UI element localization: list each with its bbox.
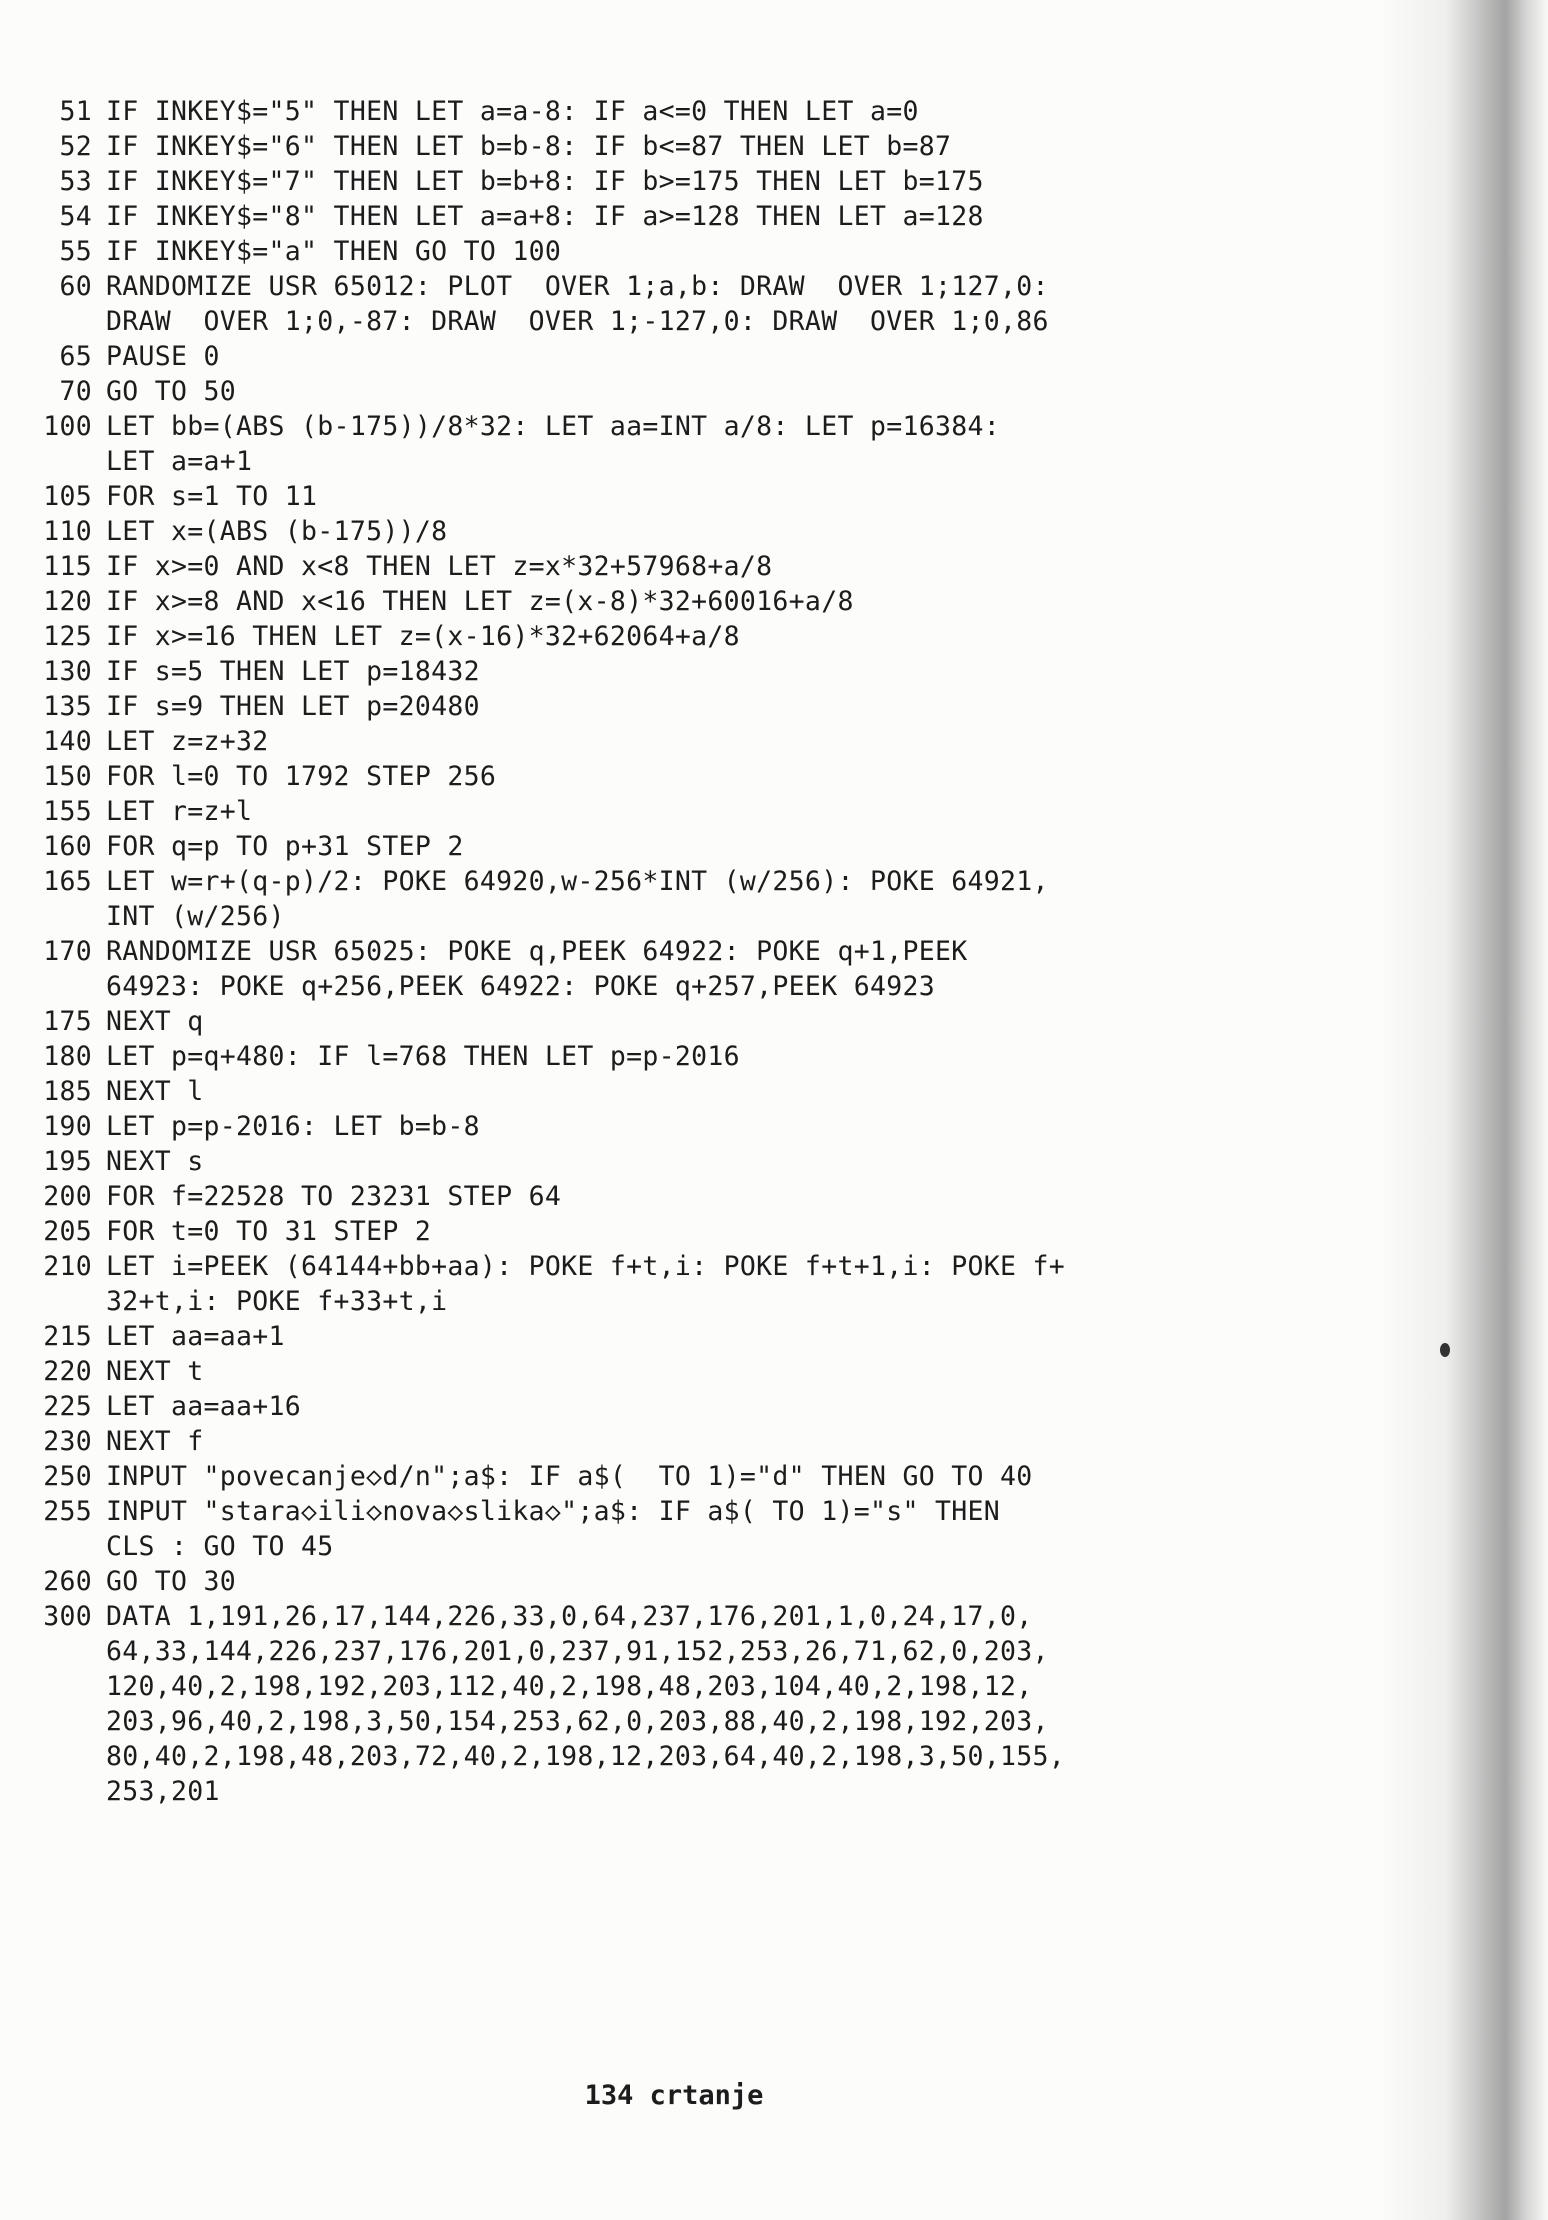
code-line <box>30 549 1230 584</box>
line-number <box>30 969 92 1004</box>
line-number: 250 <box>43 1461 92 1492</box>
line-number: 100 <box>43 411 92 442</box>
line-number <box>30 1634 92 1669</box>
line-code: 253,201 <box>106 1776 220 1807</box>
line-number: 215 <box>43 1321 92 1352</box>
line-code: IF INKEY$="5" THEN LET a=a-8: IF a<=0 THEN LET a=0 <box>106 96 919 127</box>
line-number: 220 <box>43 1356 92 1387</box>
line-code: RANDOMIZE USR 65025: POKE q,PEEK 64922: POKE q+1,PEEK <box>106 936 968 967</box>
code-line <box>30 374 1230 409</box>
page-edge-shadow <box>1378 0 1548 2220</box>
line-number <box>30 1774 92 1809</box>
line-code: LET i=PEEK (64144+bb+aa): POKE f+t,i: POKE f+t+1,i: POKE f+ <box>106 1251 1066 1282</box>
code-line <box>30 129 1230 164</box>
line-number: 200 <box>43 1181 92 1212</box>
line-number: 65 <box>59 341 92 372</box>
page-speck <box>1440 1343 1450 1357</box>
code-line <box>30 1004 1230 1039</box>
code-line-continuation <box>30 1669 1230 1704</box>
line-code: 203,96,40,2,198,3,50,154,253,62,0,203,88,40,2,198,192,203, <box>106 1706 1049 1737</box>
line-code: NEXT t <box>106 1356 204 1387</box>
line-number: 105 <box>43 481 92 512</box>
line-number <box>30 444 92 479</box>
line-number <box>30 899 92 934</box>
line-code: LET x=(ABS (b-175))/8 <box>106 516 448 547</box>
line-code: 64,33,144,226,237,176,201,0,237,91,152,253,26,71,62,0,203, <box>106 1636 1049 1667</box>
line-code: GO TO 50 <box>106 376 237 407</box>
code-line <box>30 1389 1230 1424</box>
line-number: 170 <box>43 936 92 967</box>
line-number: 70 <box>59 376 92 407</box>
line-code: INPUT "stara◇ili◇nova◇slika◇";a$: IF a$( TO 1)="s" THEN <box>106 1496 1000 1527</box>
code-line <box>30 1564 1230 1599</box>
line-code: IF INKEY$="6" THEN LET b=b-8: IF b<=87 THEN LET b=87 <box>106 131 952 162</box>
line-number: 195 <box>43 1146 92 1177</box>
line-code: LET p=q+480: IF l=768 THEN LET p=p-2016 <box>106 1041 740 1072</box>
code-line-continuation <box>30 899 1230 934</box>
line-number: 135 <box>43 691 92 722</box>
code-line <box>30 1599 1230 1634</box>
line-code: INPUT "povecanje◇d/n";a$: IF a$( TO 1)="d" THEN GO TO 40 <box>106 1461 1033 1492</box>
line-number: 255 <box>43 1496 92 1527</box>
line-code: LET p=p-2016: LET b=b-8 <box>106 1111 480 1142</box>
line-number: 225 <box>43 1391 92 1422</box>
line-number: 260 <box>43 1566 92 1597</box>
code-line <box>30 94 1230 129</box>
code-line-continuation <box>30 1284 1230 1319</box>
code-line <box>30 619 1230 654</box>
page-footer: 134 crtanje <box>584 2080 764 2111</box>
line-code: IF INKEY$="7" THEN LET b=b+8: IF b>=175 THEN LET b=175 <box>106 166 984 197</box>
line-code: LET aa=aa+16 <box>106 1391 302 1422</box>
code-line <box>30 1214 1230 1249</box>
line-number: 155 <box>43 796 92 827</box>
code-line <box>30 1144 1230 1179</box>
code-line-continuation <box>30 444 1230 479</box>
line-code: IF x>=8 AND x<16 THEN LET z=(x-8)*32+60016+a/8 <box>106 586 854 617</box>
line-code: IF INKEY$="a" THEN GO TO 100 <box>106 236 562 267</box>
line-number: 210 <box>43 1251 92 1282</box>
line-code: DATA 1,191,26,17,144,226,33,0,64,237,176,201,1,0,24,17,0, <box>106 1601 1033 1632</box>
line-code: IF s=9 THEN LET p=20480 <box>106 691 480 722</box>
code-line-continuation <box>30 1704 1230 1739</box>
line-number: 185 <box>43 1076 92 1107</box>
line-code: IF s=5 THEN LET p=18432 <box>106 656 480 687</box>
code-line <box>30 689 1230 724</box>
code-line <box>30 1354 1230 1389</box>
line-number: 150 <box>43 761 92 792</box>
code-line <box>30 759 1230 794</box>
code-line-continuation <box>30 969 1230 1004</box>
line-number: 175 <box>43 1006 92 1037</box>
line-number: 130 <box>43 656 92 687</box>
basic-listing <box>30 94 1230 1809</box>
code-line <box>30 584 1230 619</box>
line-code: IF x>=16 THEN LET z=(x-16)*32+62064+a/8 <box>106 621 740 652</box>
code-line <box>30 1109 1230 1144</box>
line-code: LET z=z+32 <box>106 726 269 757</box>
line-number: 110 <box>43 516 92 547</box>
code-line <box>30 1459 1230 1494</box>
line-number: 52 <box>59 131 92 162</box>
code-line <box>30 234 1230 269</box>
code-line <box>30 654 1230 689</box>
line-number <box>30 1529 92 1564</box>
line-number: 165 <box>43 866 92 897</box>
line-number: 180 <box>43 1041 92 1072</box>
code-line <box>30 479 1230 514</box>
code-line-continuation <box>30 1739 1230 1774</box>
line-number: 230 <box>43 1426 92 1457</box>
line-code: FOR f=22528 TO 23231 STEP 64 <box>106 1181 562 1212</box>
line-code: LET w=r+(q-p)/2: POKE 64920,w-256*INT (w/256): POKE 64921, <box>106 866 1049 897</box>
line-code: LET r=z+l <box>106 796 253 827</box>
code-line <box>30 1319 1230 1354</box>
code-line-continuation <box>30 1634 1230 1669</box>
code-line <box>30 1039 1230 1074</box>
line-code: PAUSE 0 <box>106 341 220 372</box>
line-number: 205 <box>43 1216 92 1247</box>
code-line <box>30 409 1230 444</box>
line-number: 115 <box>43 551 92 582</box>
line-number: 53 <box>59 166 92 197</box>
code-line <box>30 1074 1230 1109</box>
line-code: IF x>=0 AND x<8 THEN LET z=x*32+57968+a/8 <box>106 551 773 582</box>
line-number: 300 <box>43 1601 92 1632</box>
line-number: 160 <box>43 831 92 862</box>
code-line <box>30 269 1230 304</box>
line-number: 51 <box>59 96 92 127</box>
line-number: 125 <box>43 621 92 652</box>
line-number <box>30 1704 92 1739</box>
line-number: 55 <box>59 236 92 267</box>
code-line <box>30 514 1230 549</box>
code-line <box>30 794 1230 829</box>
code-line <box>30 934 1230 969</box>
code-line <box>30 1494 1230 1529</box>
code-line <box>30 164 1230 199</box>
code-line-continuation <box>30 1529 1230 1564</box>
line-code: FOR t=0 TO 31 STEP 2 <box>106 1216 432 1247</box>
code-line <box>30 864 1230 899</box>
line-code: FOR s=1 TO 11 <box>106 481 318 512</box>
line-code: 80,40,2,198,48,203,72,40,2,198,12,203,64,40,2,198,3,50,155, <box>106 1741 1066 1772</box>
line-number: 54 <box>59 201 92 232</box>
line-code: 120,40,2,198,192,203,112,40,2,198,48,203,104,40,2,198,12, <box>106 1671 1033 1702</box>
line-code: INT (w/256) <box>106 901 285 932</box>
line-number: 120 <box>43 586 92 617</box>
line-code: FOR q=p TO p+31 STEP 2 <box>106 831 464 862</box>
line-code: 32+t,i: POKE f+33+t,i <box>106 1286 448 1317</box>
line-code: GO TO 30 <box>106 1566 237 1597</box>
line-code: DRAW OVER 1;0,-87: DRAW OVER 1;-127,0: DRAW OVER 1;0,86 <box>106 306 1049 337</box>
line-code: RANDOMIZE USR 65012: PLOT OVER 1;a,b: DRAW OVER 1;127,0: <box>106 271 1049 302</box>
line-code: 64923: POKE q+256,PEEK 64922: POKE q+257,PEEK 64923 <box>106 971 935 1002</box>
line-code: FOR l=0 TO 1792 STEP 256 <box>106 761 497 792</box>
line-number <box>30 1284 92 1319</box>
line-number: 60 <box>59 271 92 302</box>
line-number: 140 <box>43 726 92 757</box>
line-code: LET aa=aa+1 <box>106 1321 285 1352</box>
code-line <box>30 199 1230 234</box>
code-line <box>30 724 1230 759</box>
line-number: 190 <box>43 1111 92 1142</box>
code-line <box>30 1424 1230 1459</box>
line-code: LET bb=(ABS (b-175))/8*32: LET aa=INT a/8: LET p=16384: <box>106 411 1000 442</box>
line-code: NEXT f <box>106 1426 204 1457</box>
line-code: NEXT s <box>106 1146 204 1177</box>
line-code: NEXT l <box>106 1076 204 1107</box>
code-line-continuation <box>30 1774 1230 1809</box>
line-number <box>30 1669 92 1704</box>
code-line <box>30 829 1230 864</box>
line-code: NEXT q <box>106 1006 204 1037</box>
line-code: LET a=a+1 <box>106 446 253 477</box>
code-line <box>30 339 1230 374</box>
line-code: CLS : GO TO 45 <box>106 1531 334 1562</box>
line-number <box>30 304 92 339</box>
line-number <box>30 1739 92 1774</box>
code-line-continuation <box>30 304 1230 339</box>
code-line <box>30 1249 1230 1284</box>
code-line <box>30 1179 1230 1214</box>
line-code: IF INKEY$="8" THEN LET a=a+8: IF a>=128 THEN LET a=128 <box>106 201 984 232</box>
